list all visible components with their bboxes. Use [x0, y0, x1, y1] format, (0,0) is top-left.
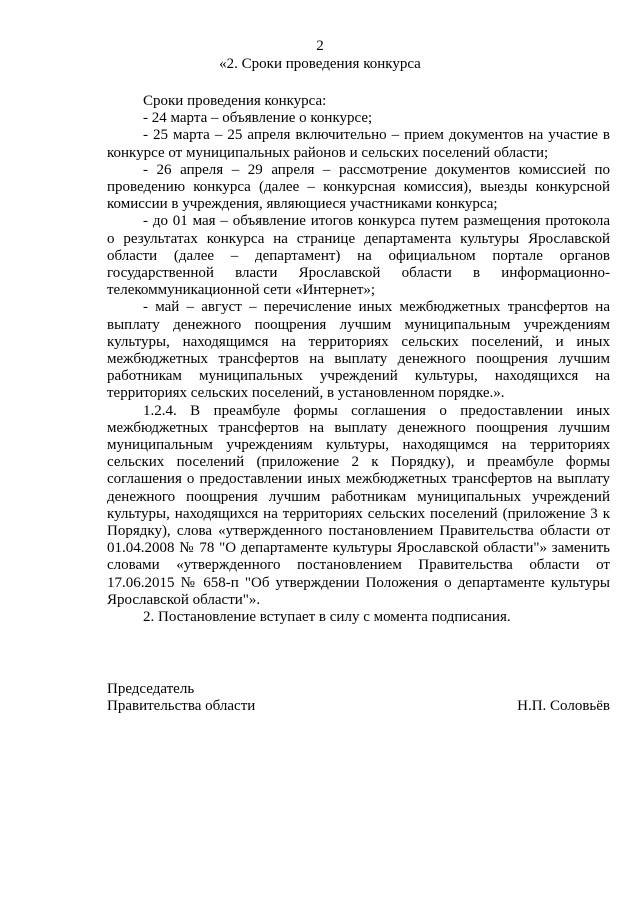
signatory-name: Н.П. Соловьёв: [517, 698, 610, 715]
section-heading: «2. Сроки проведения конкурса: [219, 56, 421, 72]
signature-block: [107, 681, 610, 715]
paragraph-item-document-intake: - 25 марта – 25 апреля включительно – прием документов на участие в конкурсе от муниципальных районов и сельских поселений области;: [107, 127, 610, 161]
paragraph-item-results: - до 01 мая – объявление итогов конкурса путем размещения протокола о результатах конкурса на странице департамента культуры Ярославской области (далее – департамент) на официальном портале органов государственной власти Ярославской области в информационно-телекоммуникационной сети «Интернет»;: [107, 213, 610, 299]
signatory-title-line2: Правительства области: [107, 698, 256, 715]
signatory-title-line1: Председатель: [107, 681, 195, 697]
paragraph-clause-2: 2. Постановление вступает в силу с момента подписания.: [143, 609, 511, 626]
paragraph-item-transfers: - май – август – перечисление иных межбюджетных трансфертов на выплату денежного поощрения лучшим муниципальным учреждениям культуры, находящимся на территориях сельских поселений, и иных межбюджетных трансфертов на выплату денежного поощрения лучшим работникам муниципальных учреждений культуры, находящихся на территориях сельских поселений, в установленном порядке.».: [107, 299, 610, 402]
document-body: [107, 93, 610, 626]
signature-row: [107, 698, 610, 715]
paragraph-item-announcement: - 24 марта – объявление о конкурсе;: [143, 110, 373, 127]
paragraph-intro: Сроки проведения конкурса:: [143, 93, 327, 109]
paragraph-item-review: - 26 апреля – 29 апреля – рассмотрение документов комиссией по проведению конкурса (далее – конкурсная комиссия), выезды конкурсной комиссии в учреждения, являющиеся участниками конкурса;: [107, 161, 610, 213]
page-number: 2: [316, 38, 324, 54]
paragraph-clause-1-2-4: 1.2.4. В преамбуле формы соглашения о предоставлении иных межбюджетных трансфертов на выплату денежного поощрения лучшим муниципальным учреждениям культуры, находящимся на территориях сельских поселений (приложение 2 к Порядку), и преамбуле формы соглашения о предоставлении иных межбюджетных трансфертов на выплату денежного поощрения лучшим работникам муниципальных учреждений культуры, находящихся на территориях сельских поселений (приложение 3 к Порядку), слова «утвержденного постановлением Правительства области от 01.04.2008 № 78 "О департаменте культуры Ярославской области"» заменить словами «утвержденного постановлением Правительства области от 17.06.2015 № 658-п "Об утверждении Положения о департаменте культуры Ярославской области"».: [107, 402, 610, 608]
